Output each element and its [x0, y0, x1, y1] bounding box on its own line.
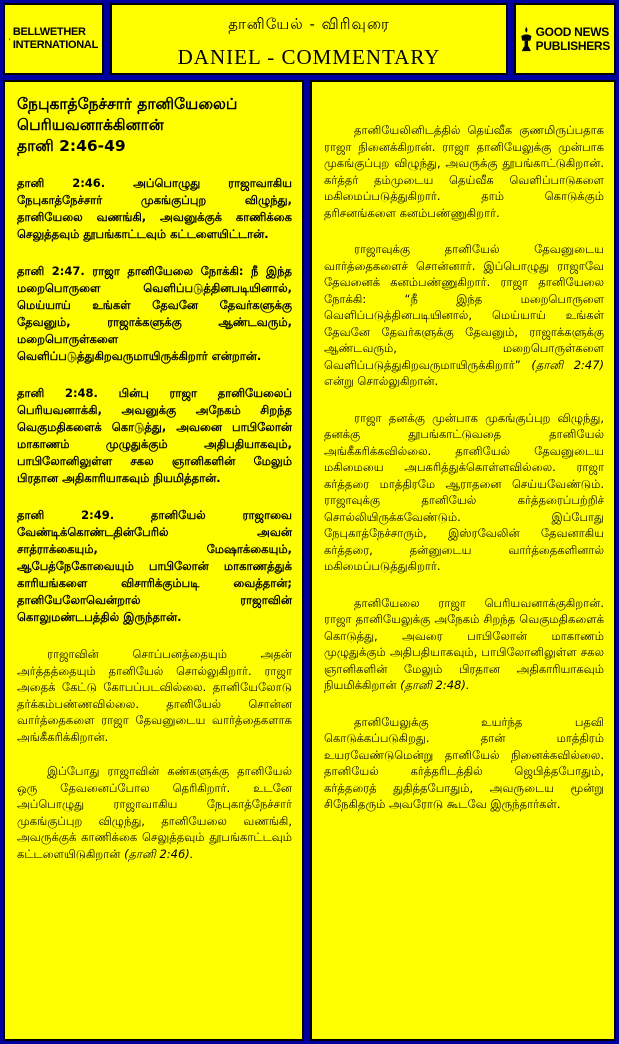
- shepherd-icon: [9, 16, 10, 62]
- scripture-citation: (தானி 2:48).: [400, 678, 470, 692]
- scripture-citation: (தானி 2:46).: [124, 846, 194, 861]
- page-header: [110, 3, 508, 75]
- paragraph-text: தானியேலினிடத்தில் தெய்வீக குணமிருப்பதாக ராஜா நினைக்கிறான். ராஜா தானியேலுக்கு முன்பாக முகங்குப்புற விழுந்து, அவருக்கு தூபங்காட்டுகிறான். கர்த்தர் தம்முடைய தெய்வீக வெளிப்பாடுகளை மகிமைப்படுத்துகிறார். தாம் கொடுக்கும் தரிசனங்களை கனம்பண்ணுகிறார்.: [324, 123, 604, 220]
- paragraph-tail: என்று சொல்லுகிறான்.: [324, 374, 439, 388]
- commentary-paragraph: [324, 714, 604, 813]
- paragraph-text: தானியேலை ராஜா பெரியவனாக்குகிறான். ராஜா தானியேலுக்கு அநேகம் சிறந்த வெகுமதிகளைக் கொடுத்து, அவரை பாபிலோன் மாகாணம் முழுதுக்கும் அதிபதியாகவும், பாபிலோனிலுள்ள சகல ஞானிகளின் மேலும் பிரதான அதிகாரியாகவும் நியமிக்கிறான்: [324, 595, 604, 692]
- commentary-paragraph: [324, 241, 604, 390]
- paragraph-text: ராஜா தனக்கு முன்பாக முகங்குப்புற விழுந்து, தனக்கு தூபங்காட்டுவதை தானியேல் அங்கீகரிக்கவில்லை. தானியேல் தேவனுடைய மகிமையை அபகரித்துக்கொள்ளவில்லை. ராஜா கர்த்தரை மாத்திரமே ஆராதனை செய்யவேண்டும். ராஜாவுக்கு தானியேல் கர்த்தரைப்பற்றிச் சொல்லியிருக்கவேண்டும். இப்போது நேபுகாத்நேச்சாரும், இஸ்ரவேலின் தேவனாகிய கர்த்தரை, தன்னுடைய வார்த்தைகளினால் மகிமைப்படுத்துகிறார்.: [324, 410, 604, 573]
- section-title: [17, 94, 292, 157]
- paragraph-text: இப்போது ராஜாவின் கண்களுக்கு தானியேல் ஒரு தேவனைப்போல தெரிகிறார். உடனே அப்பொழுது ராஜாவாகிய நேபுகாத்நேச்சார் முகங்குப்புற விழுந்து, தானியேலை வணங்கி, அவருக்குக் காணிக்கை செலுத்தவும் தூபங்காட்டவும் கட்டளையிடுகிறான்: [17, 764, 292, 861]
- section-reference: தானி 2:46-49: [17, 137, 126, 155]
- bellwether-logo: [3, 3, 104, 75]
- paragraph-text: ராஜாவின் சொப்பனத்தையும் அதன் அர்த்தத்தையும் தானியேல் சொல்லுகிறார். ராஜா அதைக் கேட்டு கோபப்படவில்லை. தானியேலோடு தர்க்கம்பண்ணவில்லை. தானியேல் சொன்ன வார்த்தைகளை ராஜா தேவனுடைய வார்த்தைகளாக அங்கீகரிக்கிறான்.: [17, 647, 292, 744]
- logo-right-line2: PUBLISHERS: [535, 39, 610, 53]
- verse-2-47: தானி 2:47. ராஜா தானியேலை நோக்கி: நீ இந்த மறைபொருளை வெளிப்படுத்தினபடியினால், மெய்யாய் உங்கள் தேவனே தேவர்களுக்கு தேவனும், ராஜாக்களுக்கு ஆண்டவரும், மறைபொருள்களை வெளிப்படுத்துகிறவருமாயிருக்கிறார் என்றான்.: [17, 264, 292, 363]
- good-news-publishers-logo: [514, 3, 616, 75]
- logo-left-line1: BELLWETHER: [12, 26, 86, 38]
- commentary-paragraph: [324, 410, 604, 575]
- section-title-text: நேபுகாத்நேச்சார் தானியேலைப் பெரியவனாக்கினான்: [17, 95, 238, 134]
- commentary-paragraph: [324, 122, 604, 221]
- left-column: [3, 80, 304, 1041]
- verse-2-46: தானி 2:46. அப்பொழுது ராஜாவாகிய நேபுகாத்நேச்சார் முகங்குப்புற விழுந்து, தானியேலை வணங்கி, அவனுக்குக் காணிக்கை செலுத்தவும் தூபங்காட்டவும் கட்டளையிட்டான்.: [17, 176, 292, 241]
- verse-2-48: தானி 2:48. பின்பு ராஜா தானியேலைப் பெரியவனாக்கி, அவனுக்கு அநேகம் சிறந்த வெகுமதிகளைக் கொடுத்து, அவனை பாபிலோன் மாகாணம் முழுதுக்கும் அதிபதியாகவும், பாபிலோனிலுள்ள சகல ஞானிகளின் மேலும் பிரதான அதிகாரியாகவும் நியமித்தான்.: [17, 386, 292, 485]
- commentary-paragraph: [17, 763, 292, 862]
- header-title-english: DANIEL - COMMENTARY: [177, 45, 441, 69]
- scripture-citation: (தானி 2:47): [531, 357, 604, 372]
- header-title-tamil: தானியேல் - விரிவுரை: [228, 15, 390, 33]
- commentary-paragraph: [324, 595, 604, 694]
- logo-left-line2: INTERNATIONAL: [12, 39, 98, 51]
- verse-2-49: தானி 2:49. தானியேல் ராஜாவை வேண்டிக்கொண்டதின்பேரில் அவன் சாத்ராக்கையும், மேஷாக்கையும், ஆபேத்நேகோவையும் பாபிலோன் மாகாணத்துக் காரியங்களை விசாரிக்கும்படி வைத்தான்; தானியேலோவென்றால் ராஜாவின் கொலுமண்டபத்தில் இருந்தான்.: [17, 508, 292, 624]
- right-column: [310, 80, 616, 1041]
- paragraph-text: தானியேலுக்கு உயர்ந்த பதவி கொடுக்கப்படுகிறது. தான் மாத்திரம் உயரவேண்டுமென்று தானியேல் நினைக்கவில்லை. தானியேல் கர்த்தரிடத்தில் ஜெபித்தபோதும், கர்த்தரைத் துதித்தபோதும், அவருடைய மூன்று சிநேகிதரும் அவரோடு கூடவே இருந்தார்கள்.: [324, 714, 604, 811]
- lamp-icon: [520, 16, 533, 62]
- logo-right-line1: GOOD NEWS: [535, 25, 609, 39]
- paragraph-text: ராஜாவுக்கு தானியேல் தேவனுடைய வார்த்தைகளைச் சொன்னார். இப்பொழுது ராஜாவே தேவனைக் கனம்பண்ணுகிறார். ராஜா தானியேலை நோக்கி: “நீ இந்த மறைபொருளை வெளிப்படுத்தினபடியினால், மெய்யாய் உங்கள் தேவனே தேவர்களுக்கு தேவனும், ராஜாக்களுக்கு ஆண்டவரும், மறைபொருள்களை வெளிப்படுத்துகிறவருமாயிருக்கிறார்”: [324, 242, 604, 372]
- commentary-paragraph: [17, 646, 292, 745]
